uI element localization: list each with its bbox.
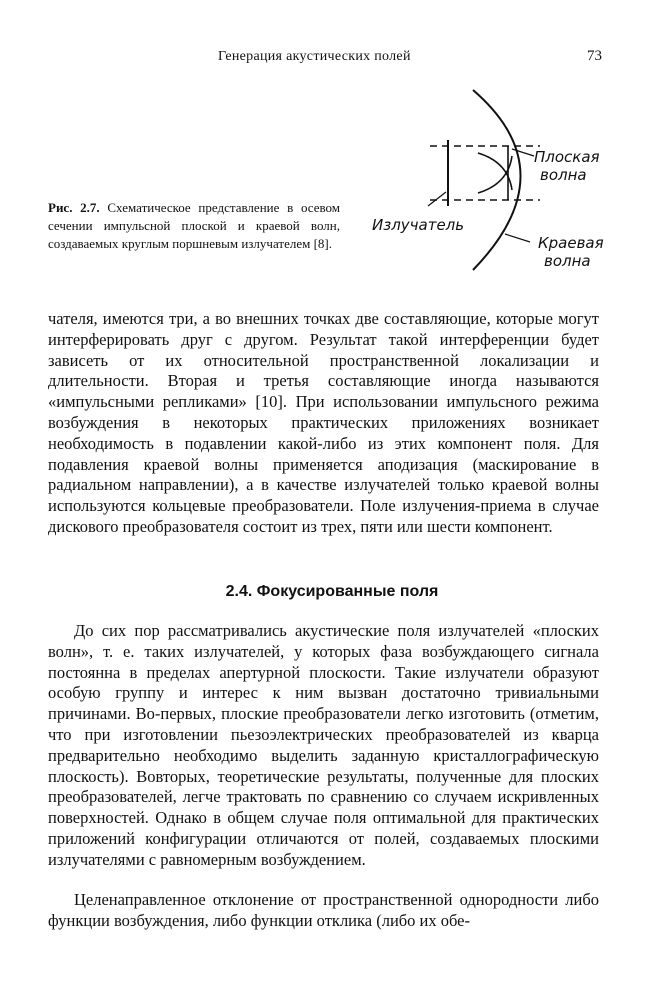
running-head: Генерация акустических полей — [218, 49, 411, 64]
page-number: 73 — [587, 48, 602, 64]
figure-label: Рис. 2.7. — [48, 200, 100, 215]
plane-wave-label-1: Плоская — [534, 148, 600, 166]
figure-caption — [48, 199, 340, 253]
figure-caption-text: Схематическое представление в осевом сечении импульсной плоской и краевой волн, создаваемых круглым поршневым излучателем [8]. — [48, 200, 340, 251]
paragraph-2: До сих пор рассматривались акустические поля излучателей «плоских волн», т. е. таких излучателей, у которых фаза возбуждающего сигнала постоянна в пределах апертурной плоскости. Такие излучатели образуют особую группу и интерес к ним вызван достаточно тривиальными причинами. Во-первых, плоские преобразователи легко изготовить (отметим, что при изготовлении пьезоэлектрических преобразователей из кварца предварительно необходимо выделить заданную кристаллографическую плоскость). Вовторых, теоретические результаты, полученные для плоских преобразователей, легче трактовать по сравнению со случаем искривленных поверхностей. Однако в общем случае поля оптимальной для практических приложений конфигурации отличаются от полей, создаваемых плоскими излучателями с равномерным возбуждением. — [48, 621, 599, 869]
edge-wave-label-2: волна — [544, 252, 591, 270]
paragraph-3: Целенаправленное отклонение от пространственной однородности либо функции возбуждения, либо функции отклика (либо их обе- — [48, 890, 599, 930]
plane-wave-label-2: волна — [540, 166, 587, 184]
emitter-label: Излучатель — [372, 216, 465, 234]
section-heading: 2.4. Фокусированные поля — [225, 583, 439, 600]
edge-wave-label-1: Краевая — [538, 234, 604, 252]
edge-wave-leader — [505, 234, 530, 242]
outer-wavefront-arc — [473, 90, 521, 270]
plane-wave-leader — [512, 149, 534, 156]
emitter-leader — [428, 192, 446, 206]
paragraph-1: чателя, имеются три, а во внешних точках две составляющие, которые могут интерферировать друг с другом. Результат такой интерференции будет зависеть от их относительной пространственной локализации и длительности. Вторая и третья составляющие иногда называются «импульсными репликами» [10]. При использовании импульсного режима возбуждения в некоторых практических приложениях возникает необходимость в подавлении какой-либо из этих компонент поля. Для подавления краевой волны применяется аподизация (маскирование в радиальном направлении), а в качестве излучателей только краевой волны используются кольцевые преобразователи. Поле излучения-приема в случае дискового преобразователя состоит из трех, пяти или шести компонент. — [48, 309, 599, 536]
wave-diagram — [360, 82, 610, 282]
